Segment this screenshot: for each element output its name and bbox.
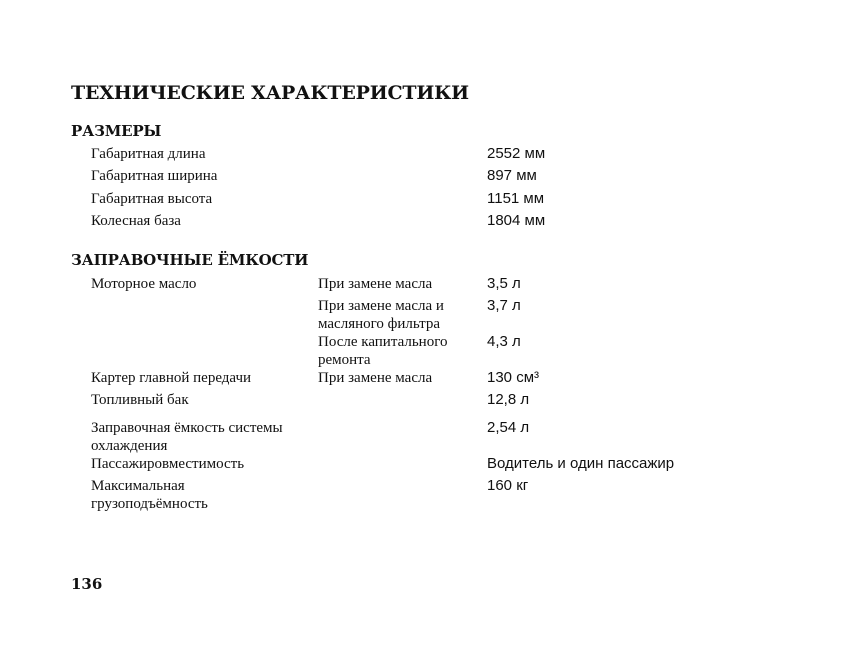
capacity-value: 12,8 л [487, 391, 530, 408]
capacity-label: Максимальная грузоподъёмность [91, 478, 208, 512]
capacity-value: 3,7 л [487, 297, 521, 314]
capacity-value: 4,3 л [487, 333, 521, 350]
dimension-label: Колесная база [91, 213, 181, 229]
dimension-value: 1151 мм [487, 190, 545, 207]
capacity-value: 3,5 л [487, 275, 521, 292]
capacity-condition: При замене масла [318, 276, 433, 292]
dimension-value: 2552 мм [487, 145, 546, 162]
capacity-label: Заправочная ёмкость системы охлаждения [91, 420, 283, 454]
dimension-label: Габаритная длина [91, 146, 206, 162]
capacity-label: Картер главной передачи [91, 370, 252, 386]
dimension-value: 1804 мм [487, 212, 546, 229]
capacity-condition: После капитального ремонта [318, 334, 448, 368]
capacity-condition: При замене масла [318, 370, 433, 386]
dimension-value: 897 мм [487, 167, 537, 184]
capacity-value: 160 кг [487, 477, 529, 494]
page-number: 136 [71, 575, 103, 593]
dimension-label: Габаритная высота [91, 191, 213, 207]
page-title: ТЕХНИЧЕСКИЕ ХАРАКТЕРИСТИКИ [71, 82, 469, 104]
dimension-label: Габаритная ширина [91, 168, 218, 184]
capacity-value: Водитель и один пассажир [487, 455, 675, 472]
section-title-dimensions: РАЗМЕРЫ [71, 122, 162, 140]
capacity-condition: При замене масла и масляного фильтра [318, 298, 444, 332]
capacity-label: Пассажировместимость [91, 456, 245, 472]
capacity-label: Моторное масло [91, 276, 197, 292]
capacity-label: Топливный бак [91, 392, 189, 408]
capacity-value: 130 см³ [487, 369, 540, 386]
section-title-capacities: ЗАПРАВОЧНЫЕ ЁМКОСТИ [71, 251, 309, 269]
capacity-value: 2,54 л [487, 419, 530, 436]
